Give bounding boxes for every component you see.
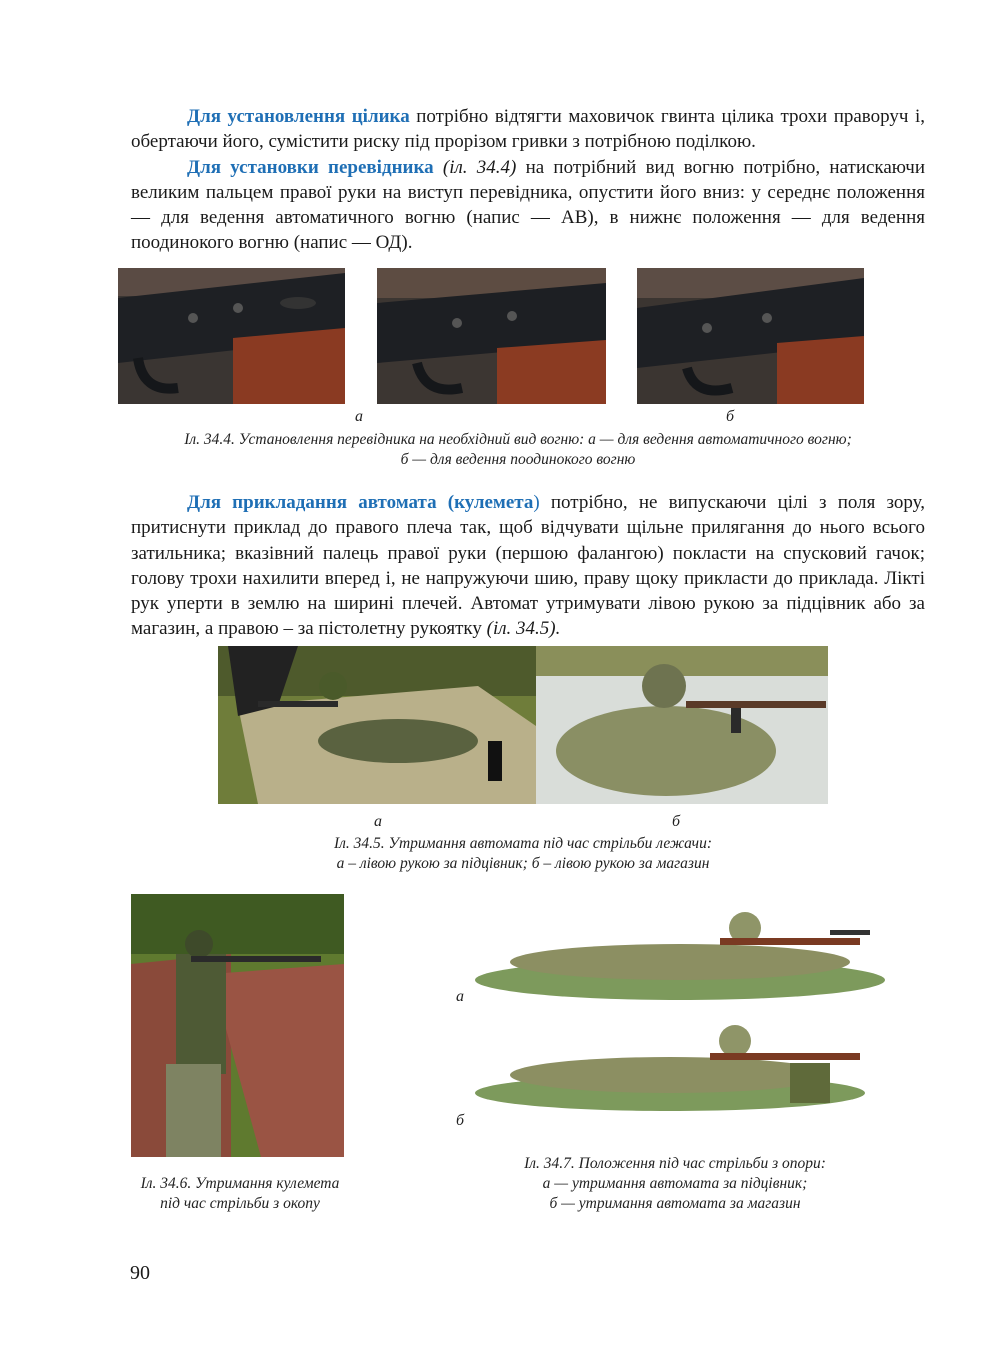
photo-machinegun-trench — [131, 894, 344, 1157]
paragraph-selector — [131, 155, 925, 256]
fig-34-4-caption-line1: Іл. 34.4. Установлення перевідника на необхідний вид вогню: а — для ведення автоматичного вогню; — [184, 431, 852, 448]
photo-selector-1 — [118, 268, 345, 404]
fig-34-5-label-b: б — [672, 813, 681, 830]
paragraph-selector-text: на потрібний вид вогню потрібно, натискаючи великим пальцем правої руки на виступ перевідника, опустити його вниз: у середнє положення — для ведення автоматичного вогню (напис — АВ), в нижнє положення — для ведення поодинокого вогню (напис — ОД). — [131, 156, 926, 254]
fig-34-6-caption — [120, 1174, 360, 1214]
heading-shouldering-paren: ) — [533, 492, 540, 513]
paragraph-sight — [131, 104, 925, 155]
fig-34-7-caption-line2: а — утримання автомата за підцівник; — [542, 1175, 808, 1192]
photo-selector-2 — [377, 268, 606, 404]
fig-34-5-caption-line2: а – лівою рукою за підцівник; б – лівою рукою за магазин — [336, 855, 710, 872]
fig-34-4-label-b: б — [726, 408, 735, 425]
fig-34-4-caption-line2: б — для ведення поодинокого вогню — [400, 451, 636, 468]
illustration-support-handguard — [470, 900, 890, 1005]
heading-selector: Для установки перевідника — [187, 156, 434, 178]
fig-34-7-caption-line1: Іл. 34.7. Положення під час стрільби з опори: — [524, 1155, 826, 1172]
paragraph-sight-text: потрібно відтягти маховичок гвинта цілика трохи праворуч і, обертаючи його, сумістити риску під прорізом гривки з потрібною поділкою. — [131, 106, 925, 153]
illustration-support-magazine — [470, 1013, 890, 1115]
fig-34-7-caption — [470, 1154, 880, 1214]
ref-fig-34-5: (іл. 34.5). — [486, 618, 561, 640]
fig-34-6-caption-line1: Іл. 34.6. Утримання кулемета — [140, 1175, 340, 1192]
photo-prone-handguard — [218, 646, 536, 804]
photo-prone-magazine — [536, 646, 828, 804]
fig-34-5-caption — [218, 834, 828, 874]
fig-34-4-caption — [118, 430, 918, 470]
fig-34-4-label-a: а — [355, 408, 363, 425]
fig-34-5-label-a: а — [374, 813, 382, 830]
paragraph-shouldering-text: потрібно, не випускаючи цілі з поля зору, притиснути приклад до правого плеча так, щоб відчувати щільне прилягання до нього всього затильника; вказівний палець правої руки (першою фалангою) покласти на спусковий гачок; голову трохи нахилити вперед і, не напружуючи шию, праву щоку прикласти до приклада. Лікті рук уперти в землю на ширині плечей. Автомат утримувати лівою рукою за підцівник або за магазин, а правою – за пістолетну рукоятку — [131, 492, 925, 640]
photo-selector-3 — [637, 268, 864, 404]
heading-sight: Для установлення цілика — [187, 106, 410, 127]
fig-34-5-caption-line1: Іл. 34.5. Утримання автомата під час стрільби лежачи: — [334, 835, 712, 852]
page-number: 90 — [130, 1262, 150, 1284]
fig-34-6-caption-line2: під час стрільби з окопу — [160, 1195, 320, 1212]
fig-34-7-label-a: а — [456, 988, 464, 1005]
text-block-top — [131, 104, 925, 256]
fig-34-7-caption-line3: б — утримання автомата за магазин — [549, 1195, 801, 1212]
fig-34-7-label-b: б — [456, 1112, 465, 1129]
heading-shouldering: Для прикладання автомата (кулемета — [187, 492, 534, 513]
text-block-middle — [131, 490, 925, 642]
paragraph-shouldering — [131, 490, 925, 642]
ref-fig-34-4: (іл. 34.4) — [442, 156, 517, 178]
